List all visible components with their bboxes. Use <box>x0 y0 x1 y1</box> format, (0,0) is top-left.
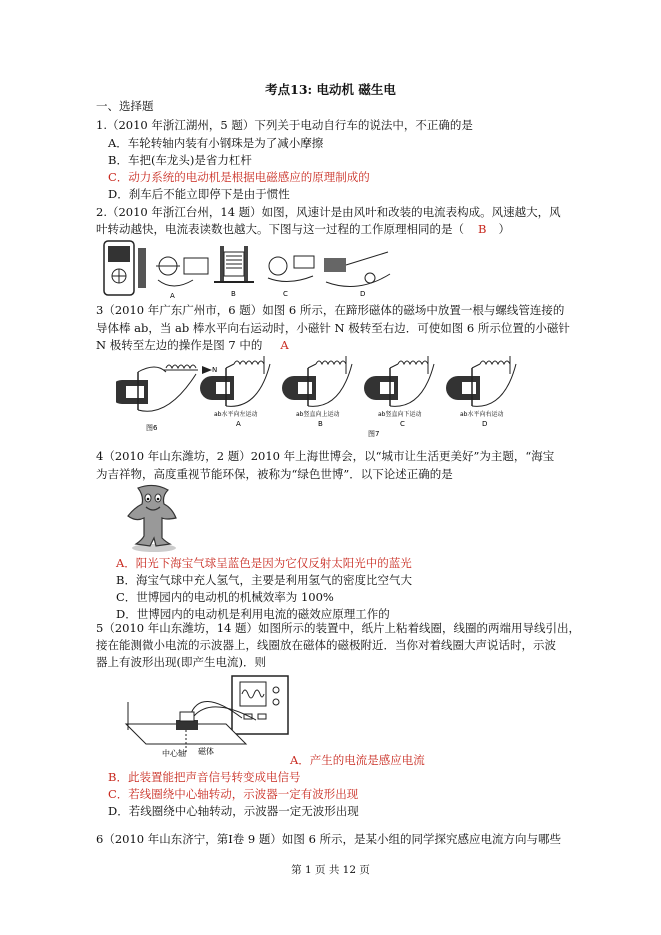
q2-line2-close: ） <box>498 222 510 236</box>
q3-line1: 3（2010 年广东广州市，6 题）如图 6 所示，在蹄形磁体的磁场中放置一根与螺线管连接的 <box>96 303 565 317</box>
fig7-caption-b: ab竖直向上运动 <box>296 411 340 418</box>
q5-option-b: B．此装置能把声音信号转变成电信号 <box>108 770 301 784</box>
q1-option-c: C．动力系统的电动机是根据电磁感应的原理制成的 <box>108 170 370 184</box>
q3-line2: 导体棒 ab，当 ab 棒水平向右运动时，小磁针 N 极转至右边．可使如图 6 所示位置的小磁针 <box>96 321 570 335</box>
section-heading: 一、选择题 <box>96 99 154 113</box>
page-footer: 第 1 页 共 12 页 <box>291 864 370 876</box>
svg-text:N: N <box>212 366 218 374</box>
fig7-option-d <box>446 356 516 428</box>
fig6-diagram <box>116 365 217 432</box>
q1-option-d: D．刹车后不能立即停下是由于惯性 <box>108 187 290 201</box>
q2-line2-text: 叶转动越快，电流表读数也越大。下图与这一过程的工作原理相同的是（ <box>96 222 464 236</box>
q5-option-c: C．若线圈绕中心轴转动，示波器一定有波形出现 <box>108 787 359 801</box>
q4-option-b: B．海宝气球中充人氢气，主要是利用氢气的密度比空气大 <box>116 573 412 587</box>
q5-line1: 5（2010 年山东潍坊，14 题）如图所示的装置中，纸片上粘着线圈，线圈的两端用导线引出， <box>96 621 581 635</box>
q5-line3: 器上有波形出现(即产生电流)．则 <box>96 655 266 669</box>
q5-label-axis: 中心轴 <box>162 749 186 758</box>
q2-answer: B <box>478 222 487 236</box>
option-c-meter <box>269 257 287 275</box>
q4-option-c: C．世博园内的电动机的机械效率为 100% <box>116 590 334 604</box>
q5-option-d: D．若线圈绕中心轴转动，示波器一定无波形出现 <box>108 804 359 818</box>
q5-figure <box>120 672 306 758</box>
q4-line2: 为吉祥物，高度重视节能环保，被称为“绿色世博”．以下论述正确的是 <box>96 467 453 481</box>
fig7-option-c <box>364 356 434 438</box>
q2-line2 <box>96 221 510 237</box>
q3-line3 <box>96 337 289 353</box>
fig7-caption-c: ab竖直向下运动 <box>378 411 422 418</box>
fig7-label-a: A <box>236 420 241 428</box>
page-title: 考点13: 电动机 磁生电 <box>265 82 396 97</box>
fig7-label-c: C <box>400 420 405 428</box>
haibao-mascot-image <box>116 482 192 554</box>
coil <box>180 712 194 721</box>
q1-option-b: B．车把(车龙头)是省力杠杆 <box>108 153 252 167</box>
q3-figure <box>116 354 566 438</box>
fig7-option-b <box>282 356 352 428</box>
option-d-magnet <box>324 258 346 272</box>
q5-label-magnet: 磁体 <box>198 747 214 756</box>
q5-line2: 接在能测微小电流的示波器上，线圈放在磁体的磁极附近．当你对着线圈大声说话时，示波 <box>96 638 556 652</box>
q2-label-a: A <box>170 292 175 300</box>
q4-option-a: A．阳光下海宝气球呈蓝色是因为它仅反射太阳光中的蓝光 <box>116 556 412 570</box>
anemometer-handle <box>138 248 146 288</box>
q3-line3-text: N 极转至左边的操作是图 7 中的 <box>96 338 263 352</box>
q5-option-a: A．产生的电流是感应电流 <box>290 753 425 767</box>
fig7-label-b: B <box>318 420 323 428</box>
fig7-caption-d: ab水平向右运动 <box>460 411 504 418</box>
q1-option-a: A．车轮转轴内装有小钢珠是为了减小摩擦 <box>108 136 324 150</box>
fig7-label: 图7 <box>368 430 380 438</box>
q4-line1: 4（2010 年山东潍坊，2 题）2010 年上海世博会，以“城市让生活更美好”为主题，“海宝 <box>96 449 555 463</box>
q2-figure <box>98 238 398 300</box>
q2-label-d: D <box>360 290 366 298</box>
fig6-label: 图6 <box>146 424 158 432</box>
q4-option-d: D．世博园内的电动机是利用电流的磁效应原理工作的 <box>116 607 390 621</box>
q2-line1: 2.（2010 年浙江台州，14 题）如图，风速计是由风叶和改装的电流表构成。风速越大，风 <box>96 205 561 219</box>
anemometer-screen <box>108 246 130 262</box>
fig7-option-a <box>200 356 270 428</box>
q2-label-c: C <box>283 290 288 298</box>
fig7-caption-a: ab水平向左运动 <box>214 411 258 418</box>
q6-line1: 6（2010 年山东济宁，第Ⅰ卷 9 题）如图 6 所示，是某小组的同学探究感应电流方向与哪些 <box>96 832 562 846</box>
fig7-label-d: D <box>482 420 488 428</box>
q1-stem: 1.（2010 年浙江湖州，5 题）下列关于电动自行车的说法中，不正确的是 <box>96 118 473 132</box>
q2-label-b: B <box>231 290 236 298</box>
q3-answer: A <box>280 338 289 352</box>
